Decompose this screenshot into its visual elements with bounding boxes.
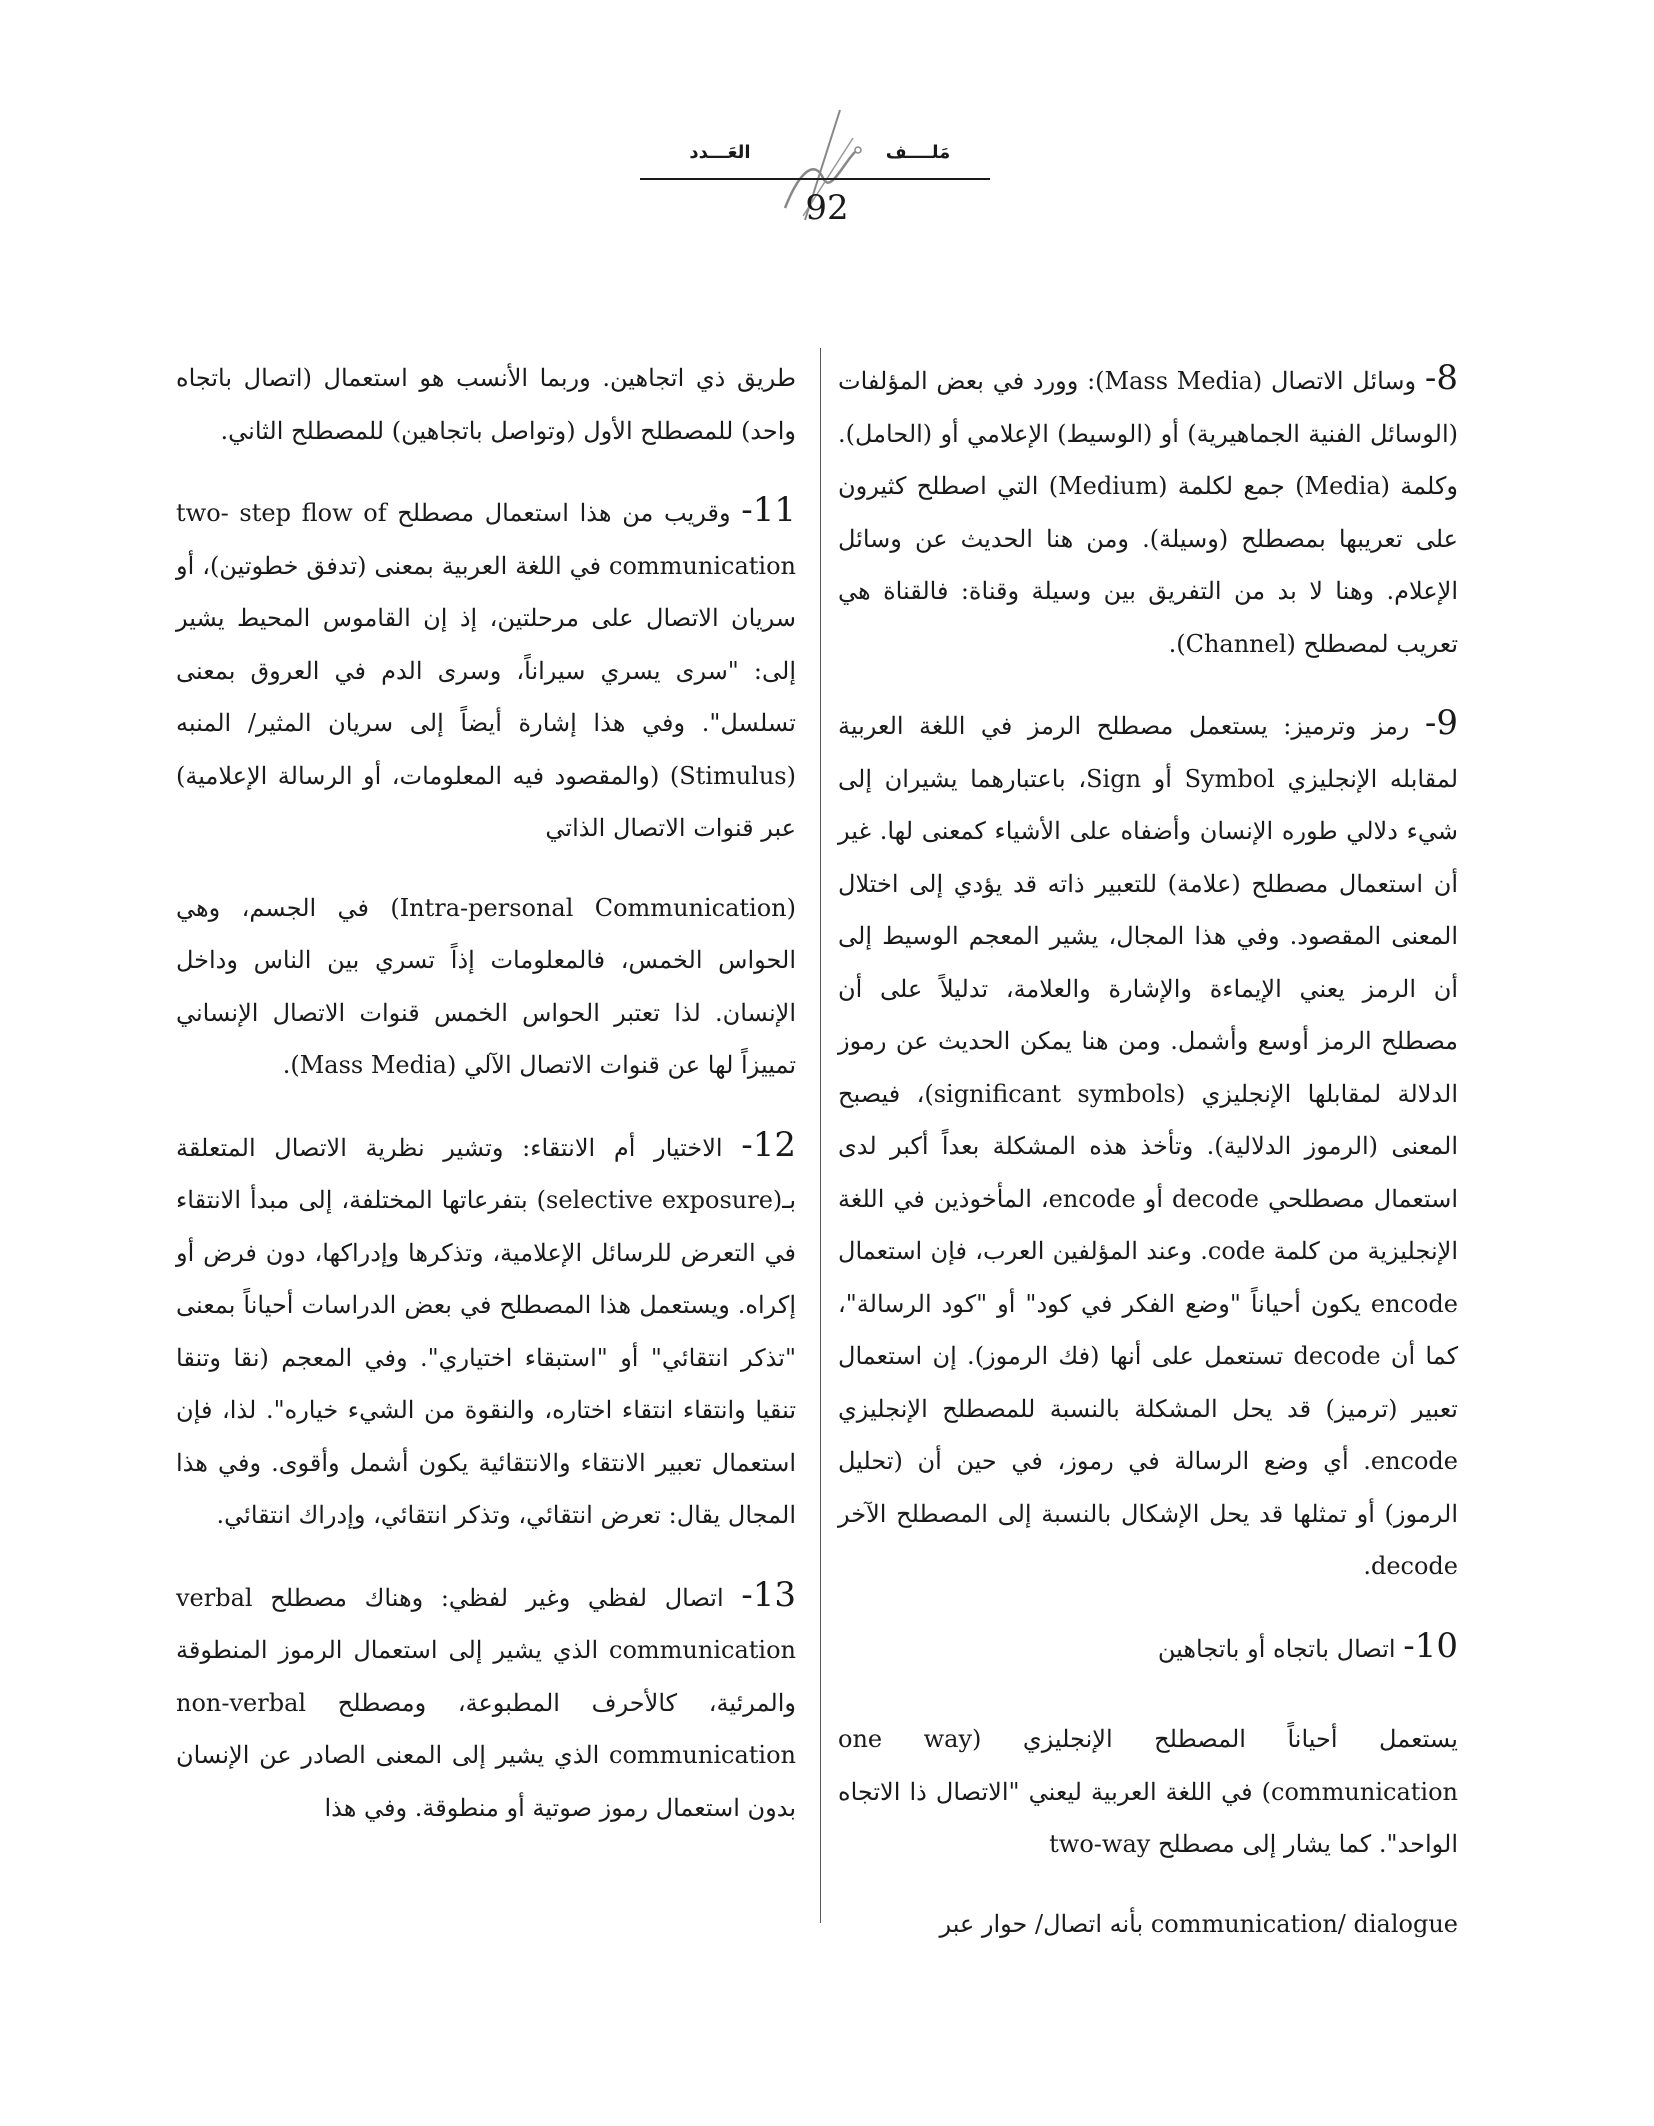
page-header <box>0 90 1654 240</box>
issue-label: العَـــدد <box>689 142 751 163</box>
text-run: اتصال لفظي وغير لفظي: وهناك مصطلح <box>252 1583 742 1612</box>
text-run: ) جمع لكلمة ( <box>1158 472 1305 500</box>
text-run: ( <box>786 893 797 922</box>
english-term: decode <box>1370 1552 1458 1580</box>
text-run: ). <box>1168 629 1186 658</box>
text-run: ) التي اصطلح كثيرون على تعريبها بمصطلح (وسيلة). ومن هنا الحديث عن وسائل الإعلام. وهنا لا بد من التفريق بين وسيلة وقناة: فالقناة هي تعريب لمصطلح ( <box>838 472 1458 658</box>
text-run: ) (والمقصود فيه المعلومات، أو الرسالة الإعلامية) عبر قنوات الاتصال الذاتي <box>176 761 796 842</box>
english-term: selective exposure <box>546 1186 773 1214</box>
english-term: encode <box>1048 1184 1136 1213</box>
paragraph-9 <box>838 697 1458 1593</box>
text-run: . <box>1363 1552 1371 1580</box>
english-term: non-verbal communication <box>176 1688 796 1769</box>
english-term: code <box>1207 1237 1266 1265</box>
text-run: وقريب من هذا استعمال مصطلح <box>386 499 742 527</box>
item-number: 12- <box>741 1124 796 1165</box>
text-run: يستعمل أحياناً المصطلح الإنجليزي ( <box>972 1725 1458 1753</box>
text-run: في اللغة العربية بمعنى (تدفق خطوتين)، أو سريان الاتصال على مرحلتين، إذ إن القاموس المحيط يشير إلى: "سرى يسري سيراناً، وسرى الدم في العروق بمعنى تسلسل". وفي هذا إشارة أيضاً إلى سريان المثير/ المنبه ( <box>176 551 796 790</box>
text-run: ) في الجسم، وهي الحواس الخمس، فالمعلومات إذاً تسري بين الناس وداخل الإنسان. لذا تعتبر الحواس الخمس قنوات الاتصال الإنساني تمييزاً لها عن قنوات الاتصال الآلي ( <box>176 893 796 1079</box>
english-term: significant symbols <box>933 1079 1176 1108</box>
english-term: Mass Media <box>1104 367 1253 395</box>
text-run: ) بتفرعاتها المختلفة، إلى مبدأ الانتقاء في التعرض للرسائل الإعلامية، وتذكرها وإدراكها، دون فرض أو إكراه. ويستعمل هذا المصطلح في بعض الدراسات أحياناً بمعنى "تذكر انتقائي" أو "استبقاء اختياري". وفي المعجم (نقا وتنقا تنقيا وانتقاء انتقاء اختاره، والنقوة من الشيء خياره". لذا، فإن استعمال تعبير الانتقاء والانتقائية يكون أشمل وأقوى. وفي هذا المجال يقال: تعرض انتقائي، وتذكر انتقائي، وإدراك انتقائي. <box>176 1186 796 1529</box>
english-term: Symbol <box>1184 764 1275 793</box>
text-run: الذي يشير إلى استعمال الرموز المنطوقة والمرئية، كالأحرف المطبوعة، ومصطلح <box>176 1636 796 1717</box>
english-term: two-way <box>1049 1830 1151 1858</box>
english-term: Intra-personal Communication <box>399 893 787 922</box>
english-term: one way communication <box>838 1725 1458 1806</box>
page-number: 92 <box>805 188 849 228</box>
text-run: ). <box>282 1051 300 1079</box>
item-number: 11- <box>741 490 796 530</box>
english-term: Mass Media <box>299 1051 447 1079</box>
paragraph-8 <box>838 352 1458 670</box>
right-column <box>838 352 1458 1977</box>
english-term: communication/ dialogue <box>1150 1909 1458 1938</box>
section-label: مَلــــف <box>885 142 951 163</box>
text-run: بأنه اتصال/ حوار عبر <box>939 1909 1151 1938</box>
paragraph-10a <box>838 1713 1458 1871</box>
text-run: تستعمل على أنها (فك الرموز). إن استعمال تعبير (ترميز) قد يحل المشكلة بالنسبة للمصطلح الإنجليزي <box>838 1342 1458 1423</box>
english-term: two- step flow of communication <box>176 499 796 580</box>
left-column <box>176 352 796 1861</box>
text-run: الاختيار أم الانتقاء: وتشير نظرية الاتصال المتعلقة بـ( <box>176 1133 796 1214</box>
paragraph-10b <box>838 1898 1458 1951</box>
text-run: يكون أحياناً "وضع الفكر في كود" أو "كود الرسالة"، كما أن <box>838 1289 1458 1370</box>
column-divider <box>820 348 821 1923</box>
text-run: الذي يشير إلى المعنى الصادر عن الإنسان بدون استعمال رموز صوتية أو منطوقة. وفي هذا <box>176 1741 796 1822</box>
text-run: )، فيصبح المعنى (الرموز الدلالية). وتأخذ هذه المشكلة بعداً أكبر لدى استعمال مصطلحي <box>838 1079 1458 1213</box>
text-run: أو <box>1141 764 1185 793</box>
item-number: 10- <box>1403 1625 1458 1666</box>
text-run: وسائل الاتصال ( <box>1252 367 1425 395</box>
item-number: 13- <box>741 1574 796 1615</box>
text-run: . أي وضع الرسالة في رموز، في حين أن (تحليل الرموز) أو تمثلها قد يحل الإشكال بالنسبة إلى المصطلح الآخر <box>838 1447 1458 1528</box>
item-number: 9- <box>1424 703 1458 743</box>
english-term: encode <box>1370 1447 1458 1475</box>
text-run: ، المأخوذين في اللغة الإنجليزية من كلمة <box>838 1184 1458 1265</box>
english-term: Medium <box>1058 472 1159 500</box>
english-term: encode <box>1370 1289 1458 1318</box>
paragraph-11b <box>176 882 796 1092</box>
item-number: 8- <box>1424 358 1458 398</box>
paragraph-10c <box>176 352 796 457</box>
english-term: Sign <box>1086 764 1142 793</box>
text-run: ): وورد في بعض المؤلفات (الوسائل الفنية الجماهيرية) أو (الوسيط) الإعلامي أو (الحامل). وكلمة ( <box>838 367 1459 500</box>
text-run: أو <box>1135 1184 1172 1213</box>
text-run: رمز وترميز: يستعمل مصطلح الرمز في اللغة العربية لمقابله الإنجليزي <box>838 712 1459 793</box>
paragraph-12 <box>176 1119 796 1542</box>
paragraph-13 <box>176 1569 796 1835</box>
item-10-heading <box>838 1620 1458 1676</box>
text-run: طريق ذي اتجاهين. وربما الأنسب هو استعمال (اتصال باتجاه واحد) للمصطلح الأول (وتواصل باتجاهين) للمصطلح الثاني. <box>176 364 796 445</box>
paragraph-11 <box>176 484 796 855</box>
english-term: Channel <box>1185 629 1287 658</box>
english-term: verbal communication <box>176 1583 796 1664</box>
english-term: Media <box>1304 472 1381 500</box>
english-term: decode <box>1171 1184 1259 1213</box>
text-run: ، باعتبارهما يشيران إلى شيء دلالي طوره الإنسان وأضفاه على الأشياء كمعنى لها. غير أن استعمال مصطلح (علامة) للتعبير ذاته قد يؤدي إلى اختلال المعنى المقصود. وفي هذا المجال، يشير المعجم الوسيط إلى أن الرمز يعني الإيماءة والإشارة والعلامة، تدليلاً على أن مصطلح الرمز أوسع وأشمل. ومن هنا يمكن الحديث عن رموز الدلالة لمقابلها الإنجليزي ( <box>838 764 1459 1108</box>
english-term: Stimulus <box>679 761 787 790</box>
english-term: decode <box>1293 1342 1381 1370</box>
text-run: . وعند المؤلفين العرب، فإن استعمال <box>838 1237 1208 1265</box>
heading-text: اتصال باتجاه أو باتجاهين <box>1157 1634 1404 1663</box>
text-run: ) في اللغة العربية ليعني "الاتصال ذا الاتجاه الواحد". كما يشار إلى مصطلح <box>838 1777 1458 1858</box>
header-rule <box>640 178 990 180</box>
